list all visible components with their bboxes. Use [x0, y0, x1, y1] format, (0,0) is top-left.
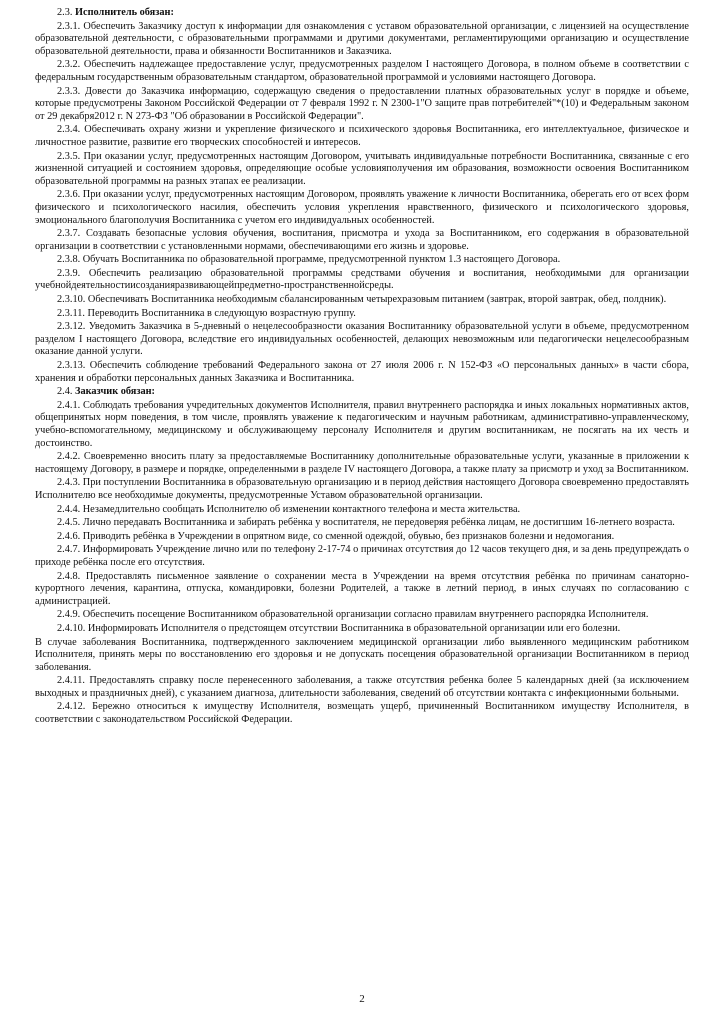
clause-2-4-7: 2.4.7. Информировать Учреждение лично или по телефону 2-17-74 о причинах отсутствия до 12 часов текущего дня, и за день предупреждать о приходе ребёнка после его отсутствия. — [35, 544, 689, 568]
clause-2-3-12: 2.3.12. Уведомить Заказчика в 5-дневный о нецелесообразности оказания Воспитаннику образовательной услуги в объеме, предусмотренном разделом I настоящего Договора, вследствие его индивидуальных особенностей, делающих невозможным или педагогически нецелесообразным оказание данной услуги. — [35, 321, 689, 358]
clause-2-3-10: 2.3.10. Обеспечивать Воспитанника необходимым сбалансированным четырехразовым питанием (завтрак, второй завтрак, обед, полдник). — [57, 294, 667, 306]
section-number: 2.3. — [57, 7, 73, 18]
clause-2-3-7: 2.3.7. Создавать безопасные условия обучения, воспитания, присмотра и ухода за Воспитанником, его содержания в образовательной организации в соответствии с установленными нормами, обеспечивающими его жизнь и здоровье. — [35, 228, 689, 252]
clause-2-3-2: 2.3.2. Обеспечить надлежащее предоставление услуг, предусмотренных разделом I настоящего Договора, в полном объеме в соответствии с федеральным государственным образовательным стандартом, образовательной программой и условиями настоящего Договора. — [35, 59, 689, 83]
clause-2-4-4: 2.4.4. Незамедлительно сообщать Исполнителю об изменении контактного телефона и места жительства. — [57, 503, 521, 515]
clause-2-3-6: 2.3.6. При оказании услуг, предусмотренных настоящим Договором, проявлять уважение к личности Воспитанника, оберегать его от всех форм физического и психологического насилия, обеспечить условия укрепления нравственного, физического и психологического здоровья, эмоционального благополучия Воспитанника с учетом его индивидуальных особенностей. — [35, 189, 689, 226]
section-title: Заказчик обязан: — [75, 386, 155, 398]
document-page — [35, 7, 689, 728]
clause-2-4-10: 2.4.10. Информировать Исполнителя о предстоящем отсутствии Воспитанника в образовательной организации или его болезни. — [57, 622, 621, 634]
section-heading-2-4 — [35, 386, 689, 399]
section-title: Исполнитель обязан: — [75, 7, 174, 18]
clause-2-4-2: 2.4.2. Своевременно вносить плату за предоставляемые Воспитаннику дополнительные образовательные услуги, указанные в приложении к настоящему Договору, в размере и порядке, определенными в разделе IV настоящего Договора, а также плату за присмотр и уход за Воспитанником. — [35, 451, 689, 475]
clause-2-3-5: 2.3.5. При оказании услуг, предусмотренных настоящим Договором, учитывать индивидуальные потребности Воспитанника, связанные с его жизненной ситуацией и состоянием здоровья, определяющие особые условияполучения им образования, возможности освоения Воспитанником образовательной программы на разных этапах ее реализации. — [35, 150, 689, 187]
clause-2-3-1: 2.3.1. Обеспечить Заказчику доступ к информации для ознакомления с уставом образовательной организации, с лицензией на осуществление образовательной деятельности, с образовательными программами и другими документами, регламентирующими организацию и осуществление образовательной деятельности, права и обязанности Воспитанников и Заказчика. — [35, 20, 689, 57]
clause-2-3-4: 2.3.4. Обеспечивать охрану жизни и укрепление физического и психического здоровья Воспитанника, его интеллектуальное, физическое и личностное развитие, развитие его творческих способностей и интересов. — [35, 124, 689, 148]
clause-2-4-8: 2.4.8. Предоставлять письменное заявление о сохранении места в Учреждении на время отсутствия ребёнка по причинам санаторно-курортного лечения, карантина, отпуска, командировки, болезни Родителей, а также в летний период, в иных случаях по согласованию с администрацией. — [35, 570, 689, 607]
clause-2-3-8: 2.3.8. Обучать Воспитанника по образовательной программе, предусмотренной пунктом 1.3 настоящего Договора. — [57, 254, 561, 266]
clause-2-4-9: 2.4.9. Обеспечить посещение Воспитанником образовательной организации согласно правилам внутреннего распорядка Исполнителя. — [57, 609, 649, 621]
clause-2-4-5: 2.4.5. Лично передавать Воспитанника и забирать ребёнка у воспитателя, не передоверяя ребёнка лицам, не достигшим 16-летнего возраста. — [57, 517, 675, 529]
section-number: 2.4. — [57, 386, 73, 398]
clause-2-3-3: 2.3.3. Довести до Заказчика информацию, содержащую сведения о предоставлении платных образовательных услуг в порядке и объеме, которые предусмотрены Законом Российской Федерации от 7 февраля 1992 г. N 2300-1"О защите прав потребителей"*(10) и Федеральным законом от 29 декабря2012 г. N 273-ФЗ "Об образовании в Российской Федерации". — [35, 85, 689, 122]
illness-paragraph: В случае заболевания Воспитанника, подтвержденного заключением медицинской организации либо выявленного медицинским работником Исполнителя, принять меры по восстановлению его здоровья и не допускать посещения образовательной организации Воспитанником в период заболевания. — [35, 636, 689, 673]
clause-2-3-9: 2.3.9. Обеспечить реализацию образовательной программы средствами обучения и воспитания, необходимыми для организации учебнойдеятельностиисозданияразвивающейпредметно-пространственнойсреды. — [35, 267, 689, 292]
clause-2-4-12: 2.4.12. Бережно относиться к имуществу Исполнителя, возмещать ущерб, причиненный Воспитанником имуществу Исполнителя, в соответствии с законодательством Российской Федерации. — [35, 701, 689, 726]
section-heading-2-3 — [35, 7, 689, 20]
clause-2-3-13: 2.3.13. Обеспечить соблюдение требований Федерального закона от 27 июля 2006 г. N 152-ФЗ «О персональных данных» в части сбора, хранения и обработки персональных данных Заказчика и Воспитанника. — [35, 360, 689, 384]
clause-2-3-11: 2.3.11. Переводить Воспитанника в следующую возрастную группу. — [57, 307, 356, 319]
clause-2-4-3: 2.4.3. При поступлении Воспитанника в образовательную организацию и в период действия настоящего Договора своевременно предоставлять Исполнителю все необходимые документы, предусмотренные Уставом образовательной организации. — [35, 477, 689, 501]
clause-2-4-1: 2.4.1. Соблюдать требования учредительных документов Исполнителя, правил внутреннего распорядка и иных локальных нормативных актов, общепринятых норм поведения, в том числе, проявлять уважение к педагогическим и научным работникам, административно-управленческому, учебно-вспомогательному, медицинскому и обслуживающему персоналу Исполнителя и другим воспитанникам, не посягать на их честь и достоинство. — [35, 399, 689, 449]
clause-2-4-6: 2.4.6. Приводить ребёнка в Учреждении в опрятном виде, со сменной одеждой, обувью, без признаков болезни и недомогания. — [57, 530, 615, 542]
page-number: 2 — [359, 993, 365, 1005]
clause-2-4-11: 2.4.11. Предоставлять справку после перенесенного заболевания, а также отсутствия ребенка более 5 календарных дней (за исключением выходных и праздничных дней), с указанием диагноза, длительности заболевания, сведений об отсутствии контакта с инфекционными больными. — [35, 675, 689, 699]
